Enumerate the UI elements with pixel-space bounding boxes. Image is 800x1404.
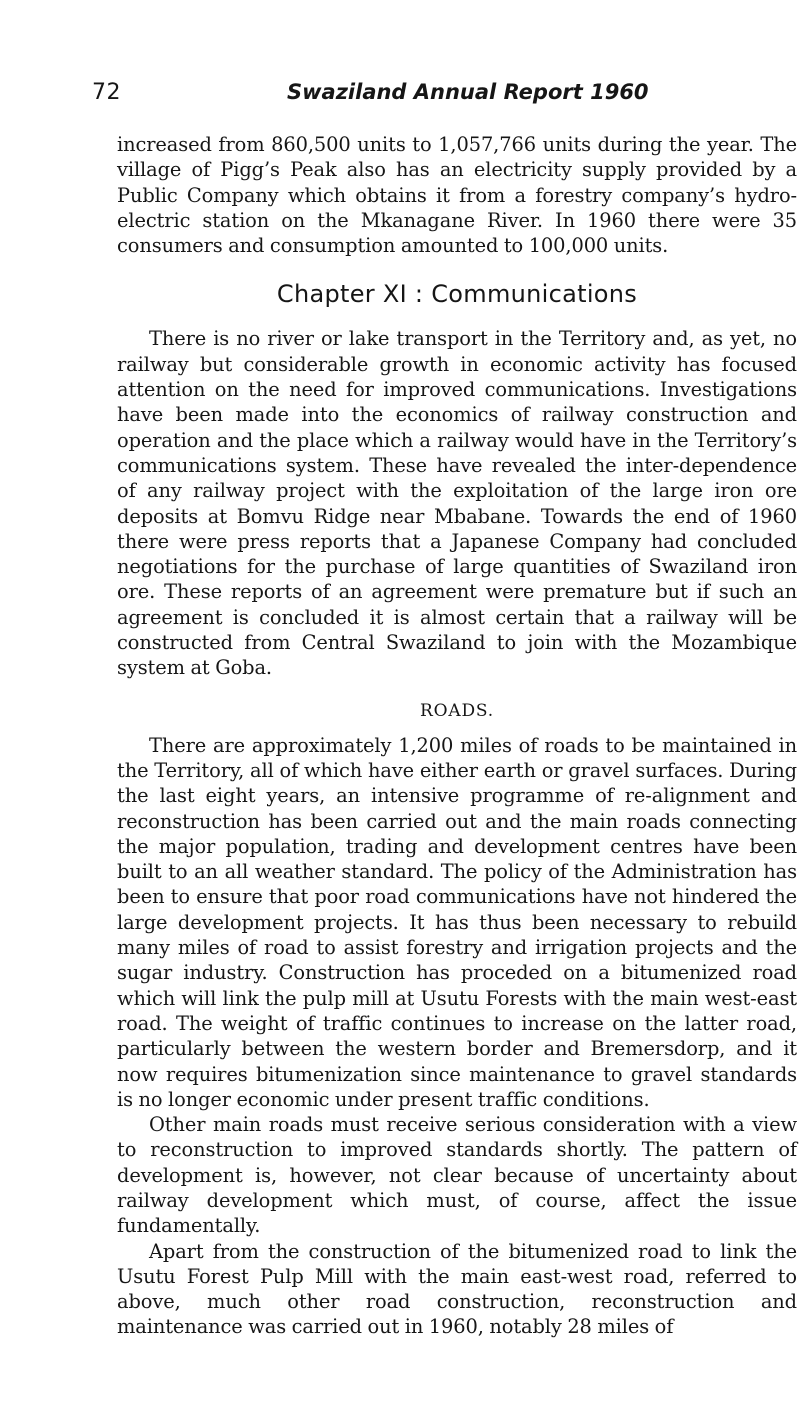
- continued-paragraph: increased from 860,500 units to 1,057,766 units during the year. The village of Pigg’s Peak also has an electricity supply provided by a Public Company which obtains it from a forestry company’s hydro-electric station on the Mkanagane River. In 1960 there were 35 consumers and consumption amounted to 100,000 units.: [117, 133, 797, 258]
- page-body: [117, 132, 797, 1340]
- roads-paragraph-3: Apart from the construction of the bitumenized road to link the Usutu Forest Pulp Mill with the main east-west road, referred to above, much other road construction, reconstruction and maintenance was carried out in 1960, notably 28 miles of: [117, 1239, 797, 1339]
- chapter-paragraph: There is no river or lake transport in the Territory and, as yet, no railway but considerable growth in economic activity has focused attention on the need for improved communications. Investigations have been made into the economics of railway construction and operation and the place which a railway would have in the Territory’s communications system. These have revealed the inter-dependence of any railway project with the exploitation of the large iron ore deposits at Bomvu Ridge near Mbabane. Towards the end of 1960 there were press reports that a Japanese Company had concluded negotiations for the purchase of large quantities of Swaziland iron ore. These reports of an agreement were premature but if such an agreement is concluded it is almost certain that a railway will be constructed from Central Swaziland to join with the Mozambique system at Goba.: [117, 327, 797, 680]
- section-heading-roads: ROADS.: [420, 700, 494, 721]
- running-header: [92, 80, 792, 110]
- chapter-heading: Chapter XI : Communications: [276, 280, 638, 309]
- roads-paragraph-1: There are approximately 1,200 miles of roads to be maintained in the Territory, all of which have either earth or gravel surfaces. During the last eight years, an intensive programme of re-alignment and reconstruction has been carried out and the main roads connecting the major population, trading and development centres have been built to an all weather standard. The policy of the Administration has been to ensure that poor road communications have not hindered the large development projects. It has thus been necessary to rebuild many miles of road to assist forestry and irrigation projects and the sugar industry. Construction has proceded on a bitumenized road which will link the pulp mill at Usutu Forests with the main west-east road. The weight of traffic continues to increase on the latter road, particularly between the western border and Bremersdorp, and it now requires bitumenization since maintenance to gravel standards is no longer economic under present traffic conditions.: [117, 733, 797, 1111]
- page-number: 72: [92, 80, 121, 105]
- running-title: Swaziland Annual Report 1960: [287, 80, 649, 104]
- roads-paragraph-2: Other main roads must receive serious consideration with a view to reconstruction to improved standards shortly. The pattern of development is, however, not clear because of uncertainty about railway development which must, of course, affect the issue fundamentally.: [117, 1113, 797, 1238]
